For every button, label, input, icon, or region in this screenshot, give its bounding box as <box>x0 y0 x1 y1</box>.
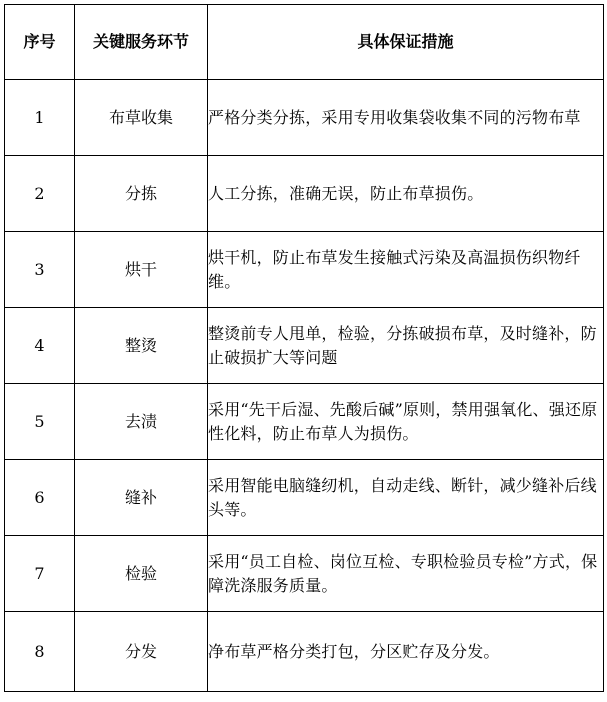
row-step: 烘干 <box>75 232 208 308</box>
row-measure: 采用智能电脑缝纫机，自动走线、断针，减少缝补后线头等。 <box>208 460 604 536</box>
table-row <box>5 232 604 308</box>
row-measure: 整烫前专人甩单，检验，分拣破损布草，及时缝补，防止破损扩大等问题 <box>208 308 604 384</box>
table-header-row <box>5 5 604 80</box>
row-step: 分发 <box>75 612 208 692</box>
header-measure: 具体保证措施 <box>208 5 604 80</box>
table-row <box>5 536 604 612</box>
row-measure: 烘干机，防止布草发生接触式污染及高温损伤织物纤维。 <box>208 232 604 308</box>
row-no: 2 <box>5 156 75 232</box>
row-measure: 采用“先干后湿、先酸后碱”原则，禁用强氧化、强还原性化料，防止布草人为损伤。 <box>208 384 604 460</box>
row-measure: 严格分类分拣，采用专用收集袋收集不同的污物布草 <box>208 80 604 156</box>
table-row <box>5 308 604 384</box>
row-no: 3 <box>5 232 75 308</box>
row-step: 分拣 <box>75 156 208 232</box>
table-row <box>5 384 604 460</box>
table-row <box>5 460 604 536</box>
table-row <box>5 612 604 692</box>
row-no: 7 <box>5 536 75 612</box>
row-no: 6 <box>5 460 75 536</box>
table-row <box>5 156 604 232</box>
row-step: 布草收集 <box>75 80 208 156</box>
row-measure: 净布草严格分类打包，分区贮存及分发。 <box>208 612 604 692</box>
row-step: 检验 <box>75 536 208 612</box>
row-measure: 采用“员工自检、岗位互检、专职检验员专检”方式，保障洗涤服务质量。 <box>208 536 604 612</box>
row-measure: 人工分拣，准确无误，防止布草损伤。 <box>208 156 604 232</box>
header-no: 序号 <box>5 5 75 80</box>
row-step: 去渍 <box>75 384 208 460</box>
document-page <box>4 4 603 692</box>
row-no: 1 <box>5 80 75 156</box>
service-measures-table <box>4 4 604 692</box>
row-step: 缝补 <box>75 460 208 536</box>
row-no: 8 <box>5 612 75 692</box>
row-no: 5 <box>5 384 75 460</box>
table-row <box>5 80 604 156</box>
row-step: 整烫 <box>75 308 208 384</box>
header-step: 关键服务环节 <box>75 5 208 80</box>
row-no: 4 <box>5 308 75 384</box>
